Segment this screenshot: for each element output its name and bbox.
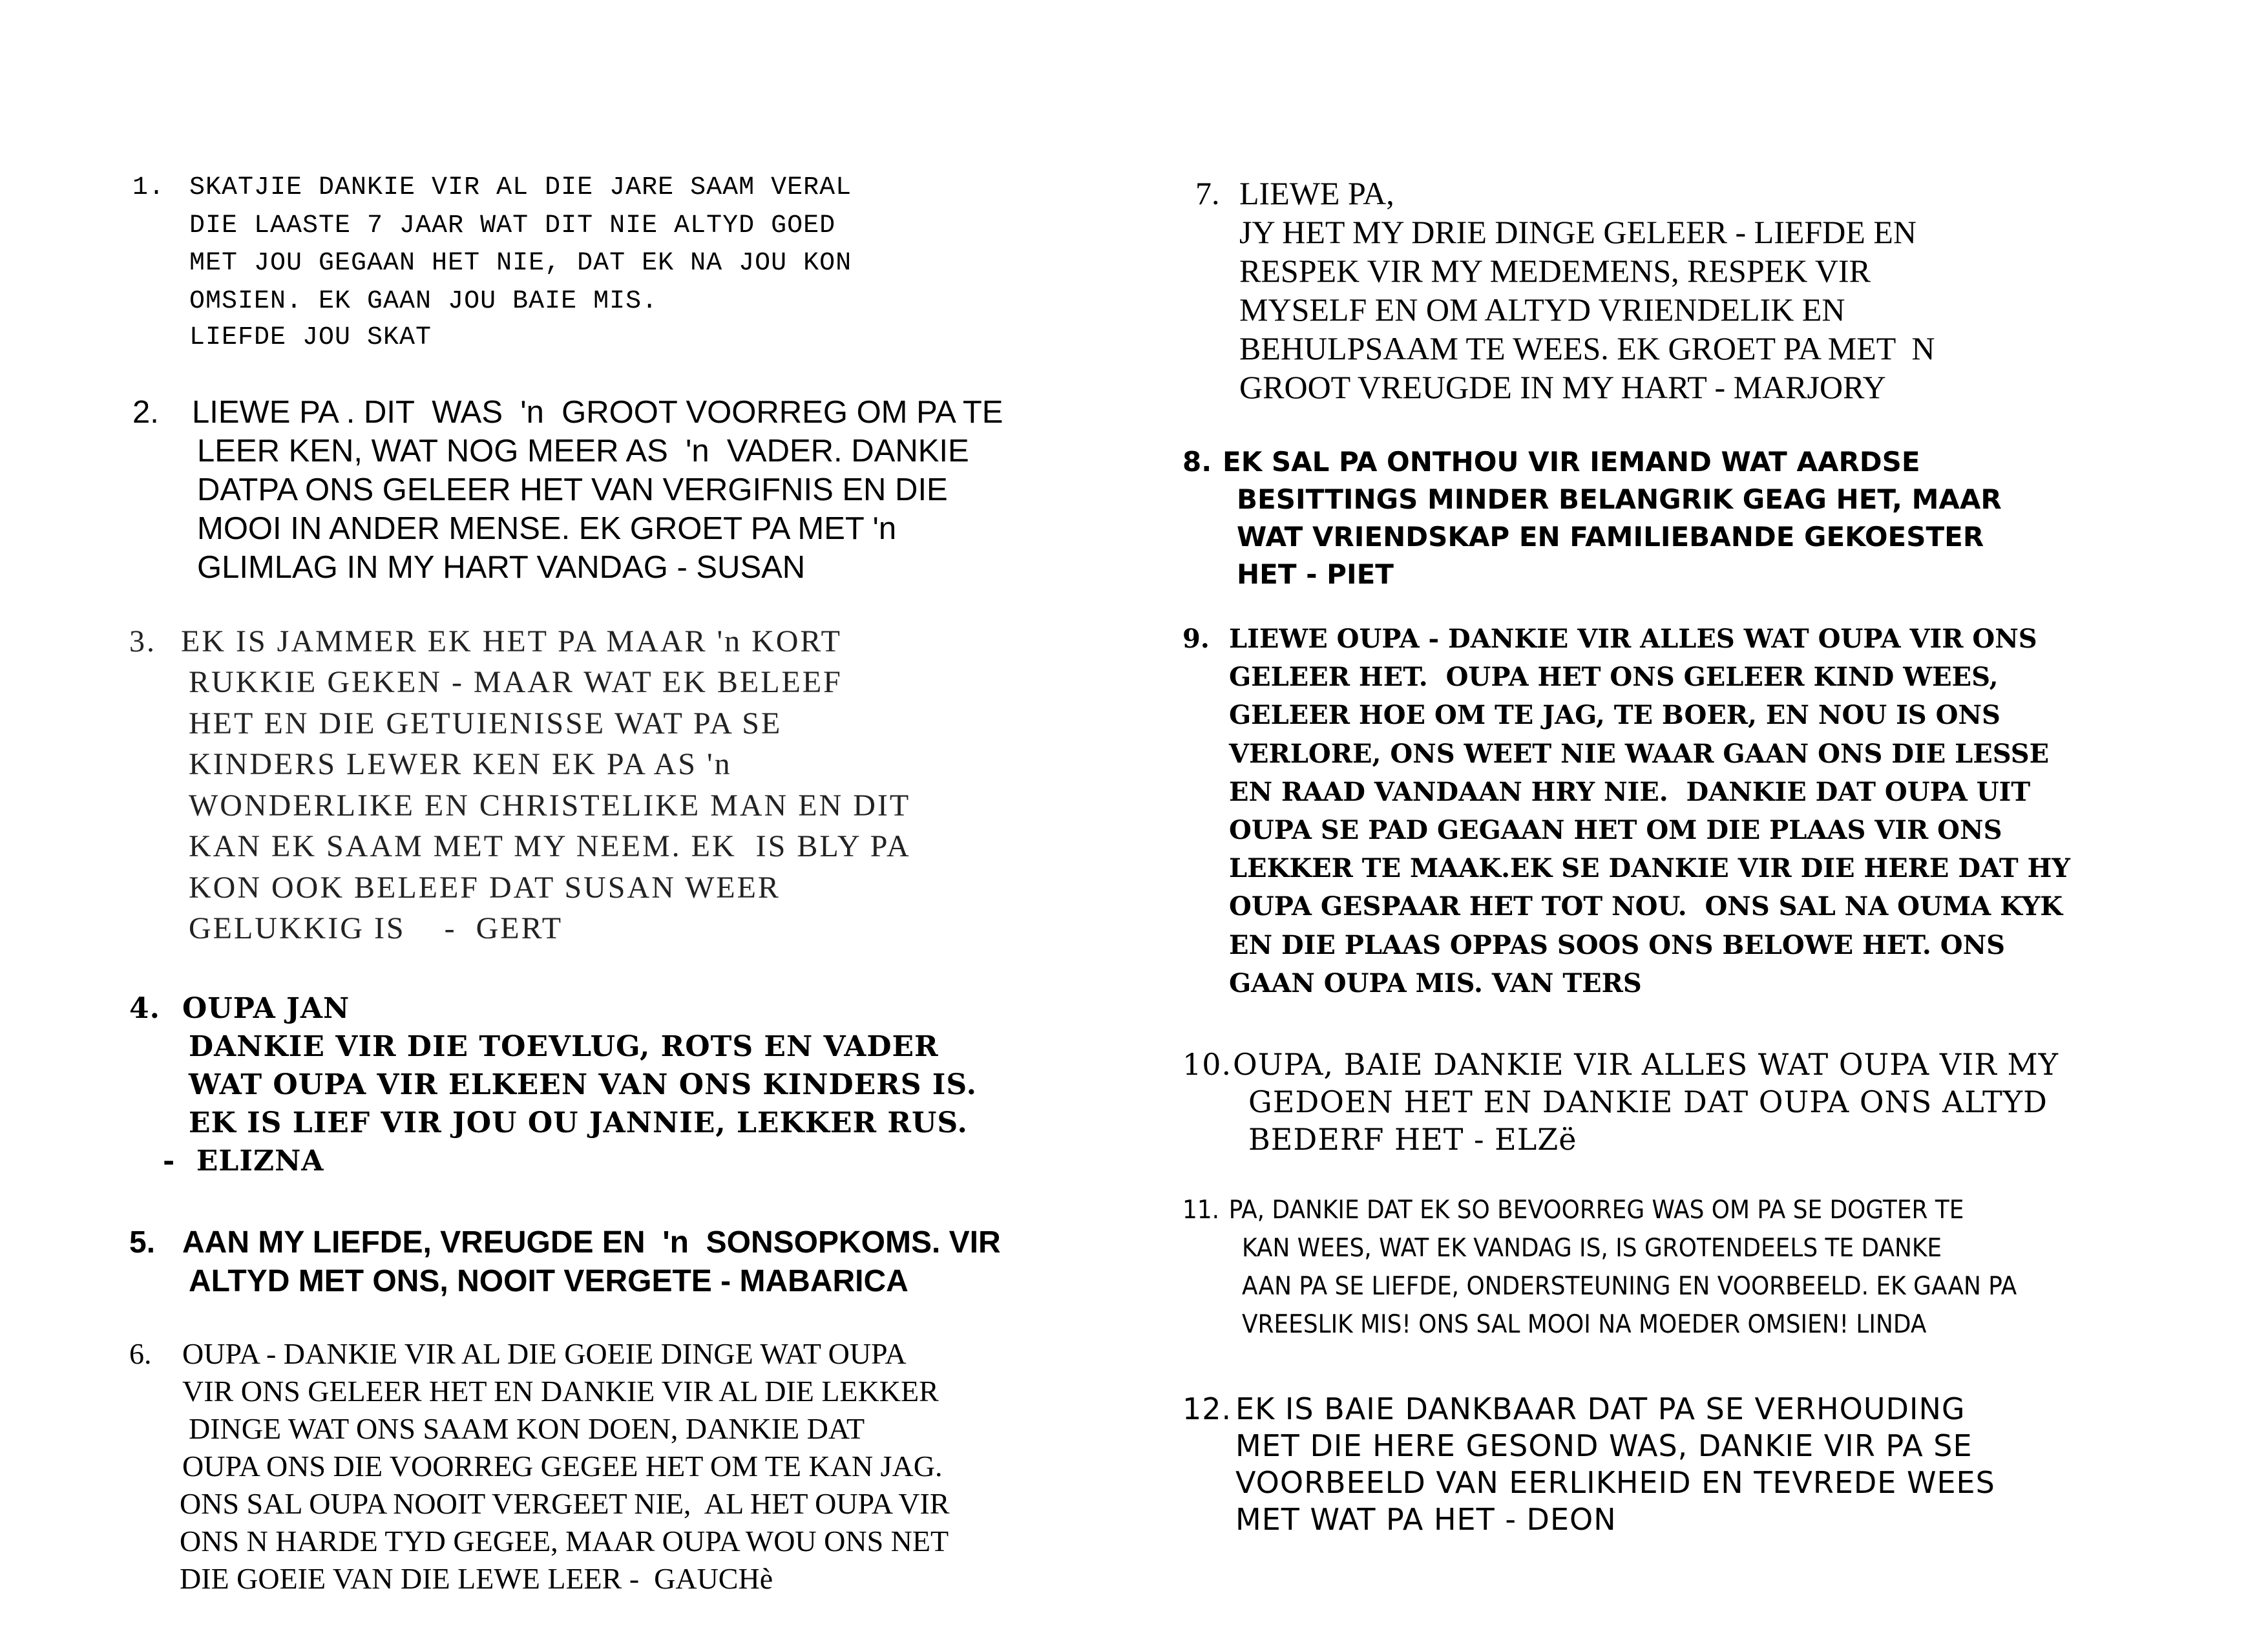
tribute-line: VOORBEELD VAN EERLIKHEID EN TEVREDE WEES	[1235, 1465, 1995, 1500]
tribute-number: 11.	[1182, 1196, 1220, 1225]
tribute-line: BEDERF HET - ELZë	[1248, 1122, 1577, 1157]
tribute-line: KAN WEES, WAT EK VANDAG IS, IS GROTENDEELS TE DANKE	[1242, 1234, 1942, 1263]
tribute-line: DIE LAASTE 7 JAAR WAT DIT NIE ALTYD GOED	[189, 211, 836, 240]
tribute-line: EN RAAD VANDAAN HRY NIE. DANKIE DAT OUPA UIT	[1229, 777, 2031, 807]
tribute-line: OUPA - DANKIE VIR AL DIE GOEIE DINGE WAT OUPA	[182, 1337, 907, 1370]
tribute-line: EN DIE PLAAS OPPAS SOOS ONS BELOWE HET. ONS	[1229, 930, 2006, 960]
tribute-line: EK SAL PA ONTHOU VIR IEMAND WAT AARDSE	[1223, 446, 1920, 478]
tribute-number: 6.	[129, 1337, 152, 1370]
tribute-line: AAN PA SE LIEFDE, ONDERSTEUNING EN VOORBEELD. EK GAAN PA	[1242, 1272, 2017, 1301]
tribute-line: - ELIZNA	[163, 1145, 324, 1178]
left-column	[0, 0, 1008, 1648]
tribute-line: ONS SAL OUPA NOOIT VERGEET NIE, AL HET OUPA VIR	[180, 1487, 950, 1520]
tribute-line: EK IS BAIE DANKBAAR DAT PA SE VERHOUDING	[1235, 1391, 1966, 1426]
tribute-line: OUPA SE PAD GEGAAN HET OM DIE PLAAS VIR ONS	[1229, 815, 2002, 845]
tribute-line: LIEFDE JOU SKAT	[189, 323, 432, 352]
tribute-line: LIEWE PA . DIT WAS 'n GROOT VOORREG OM PA TE	[192, 395, 1003, 430]
tribute-line: WAT VRIENDSKAP EN FAMILIEBANDE GEKOESTER	[1237, 521, 1984, 553]
tribute-line: MET JOU GEGAAN HET NIE, DAT EK NA JOU KON	[189, 249, 852, 278]
tribute-line: JY HET MY DRIE DINGE GELEER - LIEFDE EN	[1239, 214, 1916, 250]
tribute-line: AAN MY LIEFDE, VREUGDE EN 'n SONSOPKOMS. VIR	[182, 1225, 1001, 1260]
tribute-line: OUPA ONS DIE VOORREG GEGEE HET OM TE KAN JAG.	[182, 1450, 943, 1483]
tribute-line: GAAN OUPA MIS. VAN TERS	[1229, 968, 1642, 998]
tribute-line: DANKIE VIR DIE TOEVLUG, ROTS EN VADER	[189, 1030, 939, 1063]
tribute-line: BEHULPSAAM TE WEES. EK GROET PA MET N	[1239, 330, 1935, 366]
tribute-line: OUPA, BAIE DANKIE VIR ALLES WAT OUPA VIR MY	[1233, 1047, 2059, 1082]
tribute-number: 7.	[1195, 175, 1220, 211]
tribute-line: LEKKER TE MAAK.EK SE DANKIE VIR DIE HERE DAT HY	[1229, 853, 2070, 883]
tribute-line: MYSELF EN OM ALTYD VRIENDELIK EN	[1239, 291, 1845, 328]
tribute-number: 3.	[129, 624, 156, 659]
tribute-line: OMSIEN. EK GAAN JOU BAIE MIS.	[189, 287, 658, 316]
tribute-line: MET DIE HERE GESOND WAS, DANKIE VIR PA SE	[1235, 1428, 1973, 1463]
tribute-line: BESITTINGS MINDER BELANGRIK GEAG HET, MAAR	[1237, 483, 2002, 515]
tribute-number: 1.	[132, 173, 165, 202]
tribute-line: GROOT VREUGDE IN MY HART - MARJORY	[1239, 369, 1886, 405]
tribute-line: KINDERS LEWER KEN EK PA AS 'n	[189, 747, 732, 781]
tribute-line: WONDERLIKE EN CHRISTELIKE MAN EN DIT	[189, 788, 911, 823]
tribute-line: KON OOK BELEEF DAT SUSAN WEER	[189, 871, 781, 905]
tribute-line: RESPEK VIR MY MEDEMENS, RESPEK VIR	[1239, 253, 1871, 289]
tribute-line: MET WAT PA HET - DEON	[1235, 1502, 1617, 1537]
tribute-line: GLIMLAG IN MY HART VANDAG - SUSAN	[197, 550, 806, 585]
tribute-line: LIEWE PA,	[1239, 175, 1394, 211]
tribute-line: KAN EK SAAM MET MY NEEM. EK IS BLY PA	[189, 829, 911, 863]
tribute-line: VIR ONS GELEER HET EN DANKIE VIR AL DIE LEKKER	[182, 1375, 939, 1408]
tribute-line: LEER KEN, WAT NOG MEER AS 'n VADER. DANKIE	[197, 434, 969, 469]
tribute-number: 2.	[132, 395, 159, 430]
tribute-number: 4.	[129, 992, 160, 1025]
tribute-line: EK IS JAMMER EK HET PA MAAR 'n KORT	[181, 624, 842, 659]
tribute-line: VERLORE, ONS WEET NIE WAAR GAAN ONS DIE LESSE	[1229, 739, 2050, 769]
tribute-line: EK IS LIEF VIR JOU OU JANNIE, LEKKER RUS.	[189, 1106, 968, 1139]
tribute-line: WAT OUPA VIR ELKEEN VAN ONS KINDERS IS.	[189, 1068, 977, 1101]
tribute-line: DATPA ONS GELEER HET VAN VERGIFNIS EN DIE	[197, 472, 948, 507]
tribute-line: DINGE WAT ONS SAAM KON DOEN, DANKIE DAT	[189, 1412, 865, 1445]
tribute-number: 8.	[1182, 446, 1212, 478]
tribute-line: SKATJIE DANKIE VIR AL DIE JARE SAAM VERAL	[189, 173, 852, 202]
tribute-line: GEDOEN HET EN DANKIE DAT OUPA ONS ALTYD	[1248, 1084, 2048, 1119]
tribute-line: GELEER HOE OM TE JAG, TE BOER, EN NOU IS ONS	[1229, 700, 2000, 730]
tribute-number: 10.	[1182, 1047, 1232, 1082]
tribute-line: OUPA GESPAAR HET TOT NOU. ONS SAL NA OUMA KYK	[1229, 891, 2063, 922]
tribute-line: HET - PIET	[1237, 558, 1394, 590]
tribute-line: GELEER HET. OUPA HET ONS GELEER KIND WEES,	[1229, 662, 1999, 692]
tribute-line: GELUKKIG IS - GERT	[189, 911, 563, 945]
tribute-number: 12.	[1182, 1391, 1232, 1426]
tribute-number: 9.	[1182, 624, 1210, 654]
right-column	[1157, 0, 2165, 1648]
tribute-line: HET EN DIE GETUIENISSE WAT PA SE	[189, 706, 782, 741]
tribute-number: 5.	[129, 1225, 156, 1260]
tribute-line: VREESLIK MIS! ONS SAL MOOI NA MOEDER OMSIEN! LINDA	[1242, 1310, 1927, 1339]
tribute-line: DIE GOEIE VAN DIE LEWE LEER - GAUCHè	[180, 1562, 773, 1595]
tribute-line: LIEWE OUPA - DANKIE VIR ALLES WAT OUPA VIR ONS	[1229, 624, 2037, 654]
tribute-line: RUKKIE GEKEN - MAAR WAT EK BELEEF	[189, 665, 843, 699]
tribute-line: PA, DANKIE DAT EK SO BEVOORREG WAS OM PA SE DOGTER TE	[1228, 1196, 1964, 1225]
tribute-line: OUPA JAN	[182, 992, 350, 1025]
tribute-line: ONS N HARDE TYD GEGEE, MAAR OUPA WOU ONS NET	[180, 1525, 949, 1558]
tribute-line: MOOI IN ANDER MENSE. EK GROET PA MET 'n	[197, 511, 897, 546]
tribute-line: ALTYD MET ONS, NOOIT VERGETE - MABARICA	[189, 1264, 908, 1298]
